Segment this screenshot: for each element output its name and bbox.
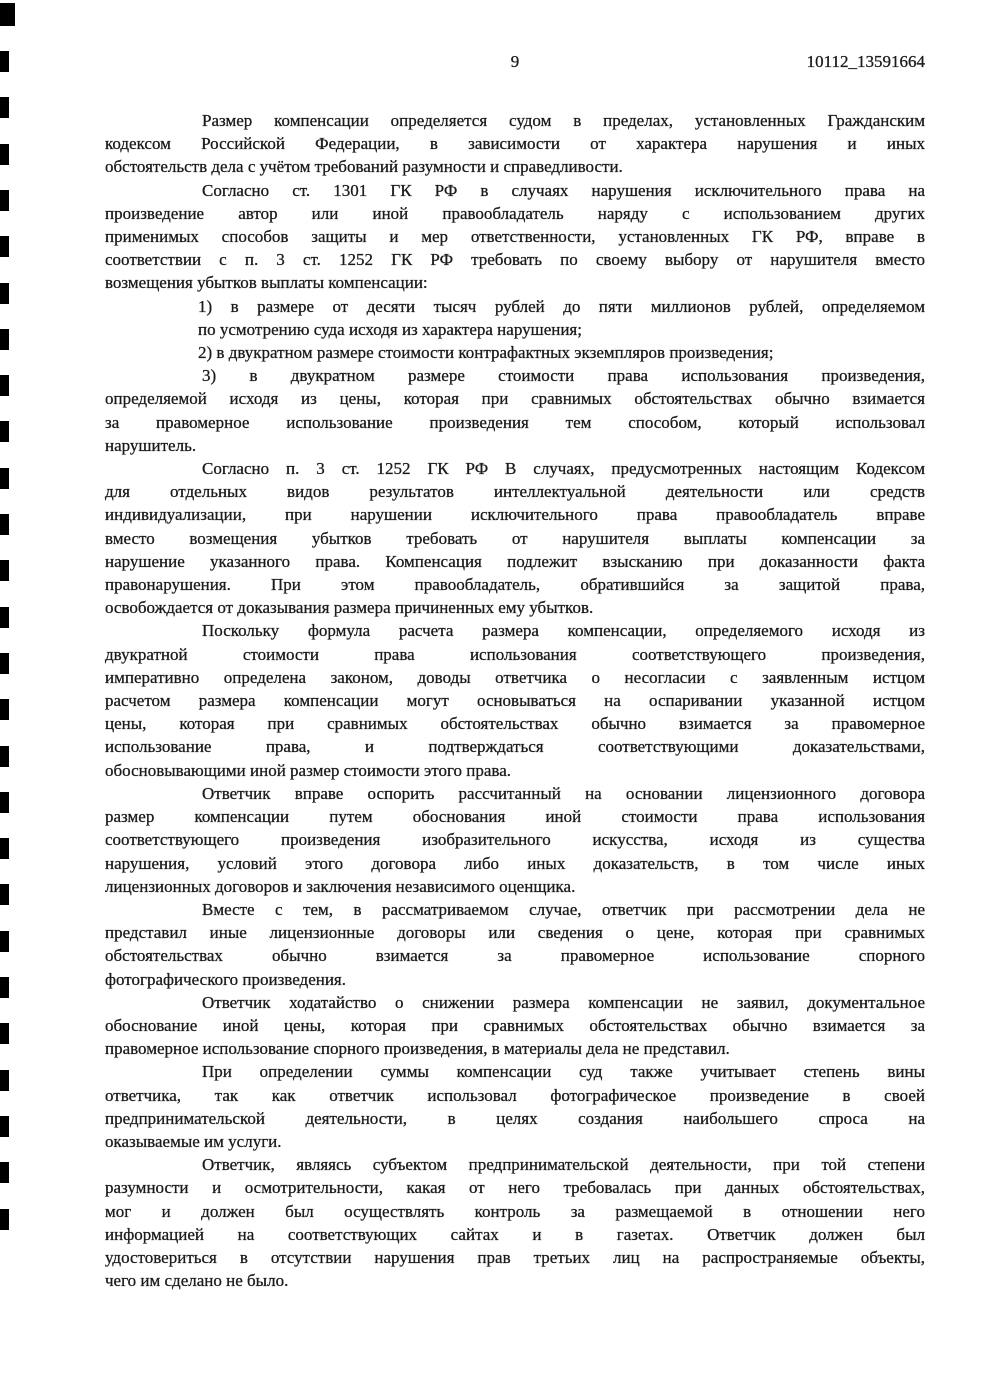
paragraph	[105, 619, 925, 781]
page-number: 9	[510, 52, 520, 71]
paragraph	[105, 1060, 925, 1153]
text-line: по усмотрению суда исходя из характера нарушения;	[198, 319, 582, 339]
scan-edge-dash	[0, 97, 9, 118]
text-line: информацией на соответствующих сайтах и в газетах. Ответчик должен был	[105, 1224, 925, 1244]
text-line: оказываемые им услуги.	[105, 1131, 282, 1151]
text-line: правомерное использование спорного произведения, в материалы дела не представил.	[105, 1039, 730, 1059]
scan-edge-dash	[0, 283, 9, 304]
text-line: фотографического произведения.	[105, 969, 347, 989]
paragraph	[105, 991, 925, 1061]
text-line: императивно определена законом, доводы ответчика о несогласии с заявленным истцом	[105, 667, 925, 687]
scan-edge-dash	[0, 977, 9, 998]
scan-edge-dash	[0, 514, 9, 535]
scan-edge-dash	[0, 190, 9, 211]
text-line: за правомерное использование произведения тем способом, который использовал	[105, 412, 925, 432]
text-line: правонарушения. При этом правообладатель, обратившийся за защитой права,	[105, 575, 925, 595]
text-line: удостовериться в отсутствии нарушения прав третьих лиц на распространяемые объекты,	[105, 1247, 925, 1267]
paragraph	[105, 109, 925, 179]
scan-edge-dash	[0, 653, 9, 674]
text-line: мог и должен был осуществлять контроль за размещаемой в отношении него	[105, 1201, 925, 1221]
scan-edge-dash	[0, 838, 9, 859]
text-line: двукратной стоимости права использования соответствующего произведения,	[105, 644, 925, 664]
scan-edge-dash	[0, 931, 9, 952]
list-item	[198, 295, 925, 341]
paragraph	[105, 364, 925, 457]
scan-corner-mark	[0, 3, 15, 26]
text-line: Поскольку формула расчета размера компенсации, определяемого исходя из	[202, 621, 925, 641]
paragraph	[105, 457, 925, 619]
text-line: произведение автор или иной правообладатель наряду с использованием других	[105, 203, 925, 223]
text-line: размер компенсации путем обоснования иной стоимости права использования	[105, 807, 925, 827]
text-line: Ответчик ходатайство о снижении размера компенсации не заявил, документальное	[202, 992, 925, 1012]
text-line: 1) в размере от десяти тысяч рублей до пяти миллионов рублей, определяемом	[198, 296, 925, 316]
text-line: соответствующего произведения изобразительного искусства, исходя из существа	[105, 830, 925, 850]
text-line: индивидуализации, при нарушении исключительного права правообладатель вправе	[105, 505, 925, 525]
text-line: лицензионных договоров и заключения независимого оценщика.	[105, 876, 576, 896]
text-line: чего им сделано не было.	[105, 1271, 289, 1291]
text-line: расчетом размера компенсации могут основываться на оспаривании указанной истцом	[105, 691, 925, 711]
scan-edge-dash	[0, 329, 9, 350]
text-line: обосновывающими иной размер стоимости этого права.	[105, 760, 512, 780]
scan-edge-dash	[0, 560, 9, 581]
paragraph	[105, 1153, 925, 1292]
text-line: обстоятельствах обычно взимается за правомерное использование спорного	[105, 946, 925, 966]
list-item	[198, 341, 925, 364]
text-line: Ответчик, являясь субъектом предпринимательской деятельности, при той степени	[202, 1155, 925, 1175]
text-line: использование права, и подтверждаться соответствующими доказательствами,	[105, 737, 925, 757]
scan-edge-dash	[0, 1162, 9, 1183]
text-line: нарушения, условий этого договора либо иных доказательств, в том числе иных	[105, 853, 925, 873]
scan-edge-dash	[0, 884, 9, 905]
document-body	[105, 109, 925, 1292]
text-line: При определении суммы компенсации суд также учитывает степень вины	[202, 1062, 925, 1082]
paragraph	[105, 782, 925, 898]
text-line: цены, которая при сравнимых обстоятельствах обычно взимается за правомерное	[105, 714, 925, 734]
scan-edge-dash	[0, 1209, 9, 1230]
text-line: разумности и осмотрительности, какая от него требовалась при данных обстоятельствах,	[105, 1178, 925, 1198]
scan-edge-dash	[0, 375, 9, 396]
text-line: освобождается от доказывания размера причиненных ему убытков.	[105, 598, 594, 618]
text-line: Согласно п. 3 ст. 1252 ГК РФ В случаях, предусмотренных настоящим Кодексом	[202, 459, 925, 479]
text-line: для отдельных видов результатов интеллектуальной деятельности или средств	[105, 482, 925, 502]
scan-edge-dash	[0, 699, 9, 720]
text-line: нарушитель.	[105, 435, 197, 455]
text-line: возмещения убытков выплаты компенсации:	[105, 273, 428, 293]
scan-edge-dash	[0, 468, 9, 489]
text-line: обоснование иной цены, которая при сравнимых обстоятельствах обычно взимается за	[105, 1015, 925, 1035]
text-line: нарушение указанного права. Компенсация подлежит взысканию при доказанности факта	[105, 551, 925, 571]
text-line: применимых способов защиты и мер ответственности, установленных ГК РФ, вправе в	[105, 227, 925, 247]
paragraph	[105, 898, 925, 991]
scan-edge-dash	[0, 792, 9, 813]
text-line: Размер компенсации определяется судом в пределах, установленных Гражданским	[202, 111, 925, 130]
text-line: определяемой исходя из цены, которая при сравнимых обстоятельствах обычно взимается	[105, 389, 925, 409]
text-line: обстоятельств дела с учётом требований разумности и справедливости.	[105, 157, 623, 177]
text-line: Вместе с тем, в рассматриваемом случае, ответчик при рассмотрении дела не	[202, 899, 925, 919]
scan-edge-dash	[0, 1070, 9, 1091]
text-line: 3) в двукратном размере стоимости права использования произведения,	[202, 366, 925, 386]
text-line: представил иные лицензионные договоры или сведения о цене, которая при сравнимых	[105, 923, 925, 943]
text-line: кодексом Российской Федерации, в зависимости от характера нарушения и иных	[105, 134, 925, 154]
text-line: вместо возмещения убытков требовать от нарушителя выплаты компенсации за	[105, 528, 925, 548]
scan-edge-dash	[0, 144, 9, 165]
document-id: 10112_13591664	[806, 52, 925, 71]
scan-edge-dash	[0, 746, 9, 767]
text-line: ответчика, так как ответчик использовал фотографическое произведение в своей	[105, 1085, 925, 1105]
scan-edge-dash	[0, 607, 9, 628]
scan-edge-dash	[0, 51, 9, 72]
scan-edge-dash	[0, 421, 9, 442]
text-line: предпринимательской деятельности, в целях создания наибольшего спроса на	[105, 1108, 925, 1128]
paragraph	[105, 179, 925, 295]
page-header	[105, 52, 925, 72]
text-line: Ответчик вправе оспорить рассчитанный на основании лицензионного договора	[202, 783, 925, 803]
scan-edge-dash	[0, 236, 9, 257]
text-line: Согласно ст. 1301 ГК РФ в случаях нарушения исключительного права на	[202, 180, 925, 200]
text-line: соответствии с п. 3 ст. 1252 ГК РФ требовать по своему выбору от нарушителя вместо	[105, 250, 925, 270]
scan-edge-dash	[0, 1116, 9, 1137]
scan-edge-dash	[0, 1023, 9, 1044]
text-line: 2) в двукратном размере стоимости контрафактных экземпляров произведения;	[198, 343, 774, 363]
